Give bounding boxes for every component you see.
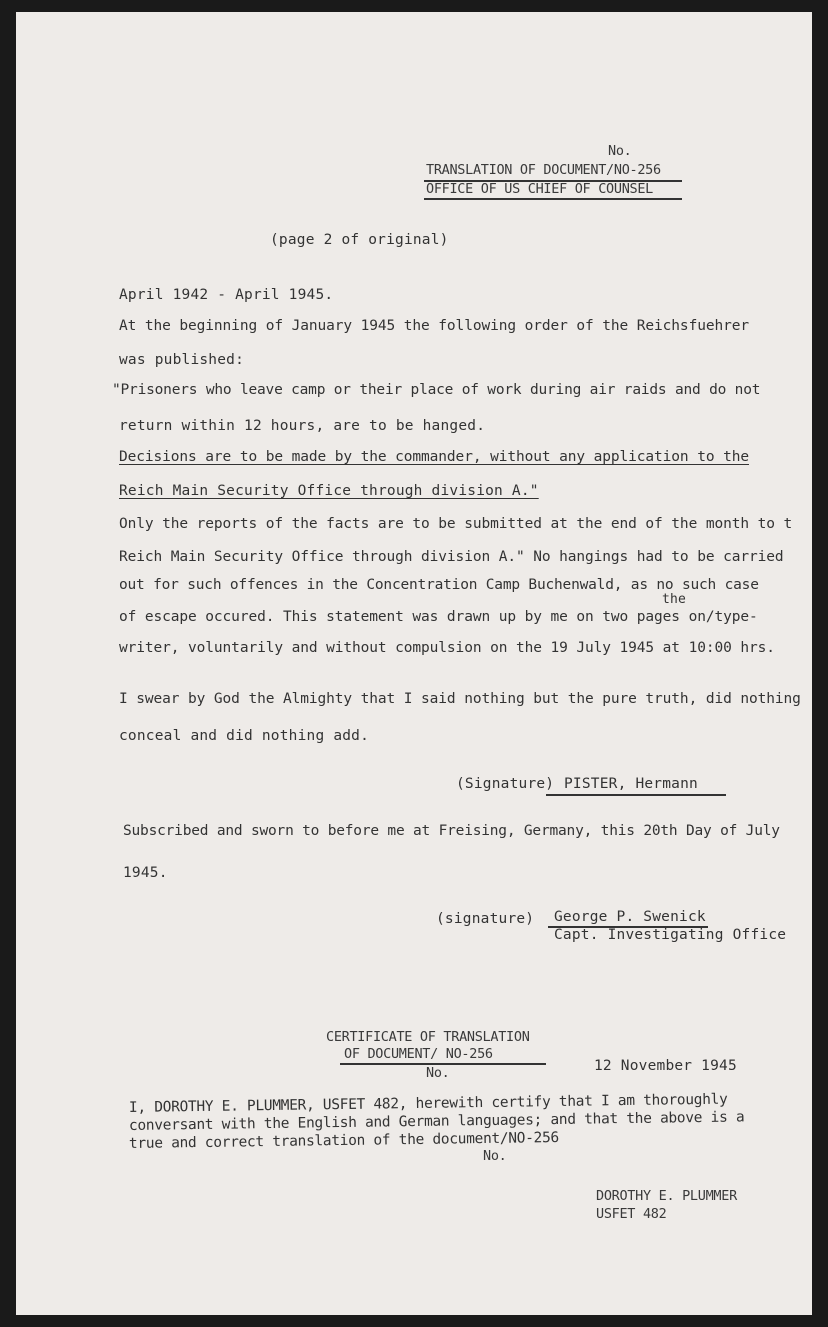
certificate-signer-name: DOROTHY E. PLUMMER (596, 1188, 737, 1204)
document-page (16, 12, 812, 1315)
header-title-line1: TRANSLATION OF DOCUMENT/NO-256 (426, 162, 661, 178)
quote-line1: "Prisoners who leave camp or their place of work during air raids and do not (112, 382, 761, 398)
paragraph2-line3: out for such offences in the Concentration Camp Buchenwald, as no such case (119, 577, 759, 593)
certificate-line2: conversant with the English and German languages; and that the above is a (128, 1109, 745, 1134)
certificate-title-line2: OF DOCUMENT/ NO-256 (344, 1046, 493, 1062)
date-range: April 1942 - April 1945. (119, 287, 334, 303)
quote-line3: Decisions are to be made by the commander, without any application to the (119, 449, 749, 465)
signature1-name: PISTER, Hermann (564, 776, 698, 792)
header-underline-2 (424, 198, 682, 200)
signature2-name: George P. Swenick (554, 909, 706, 925)
certificate-line1: I, DOROTHY E. PLUMMER, USFET 482, herewith certify that I am thoroughly (128, 1091, 728, 1116)
oath-line2: conceal and did nothing add. (119, 728, 370, 744)
quote-line4: Reich Main Security Office through division A." (119, 483, 539, 499)
signature2-label: (signature) (436, 911, 535, 927)
sworn-line1: Subscribed and sworn to before me at Freising, Germany, this 20th Day of July (123, 823, 780, 839)
sworn-line2: 1945. (123, 865, 168, 881)
paragraph2-line4: of escape occured. This statement was drawn up by me on two pages on/type- (119, 609, 758, 625)
certificate-line3: true and correct translation of the document/NO-256 (128, 1129, 559, 1152)
signature1-line (546, 794, 726, 796)
header-no: No. (608, 143, 632, 159)
paragraph1-line1: At the beginning of January 1945 the following order of the Reichsfuehrer (119, 318, 749, 334)
oath-line1: I swear by God the Almighty that I said nothing but the pure truth, did nothing (119, 691, 801, 707)
paragraph2-line5: writer, voluntarily and without compulsion on the 19 July 1945 at 10:00 hrs. (119, 640, 775, 656)
certificate-signer-unit: USFET 482 (596, 1206, 667, 1222)
paragraph2-line1: Only the reports of the facts are to be submitted at the end of the month to t (119, 516, 793, 532)
paragraph2-line2: Reich Main Security Office through division A." No hangings had to be carried (119, 549, 784, 565)
paragraph1-line2: was published: (119, 352, 245, 368)
signature1-label: (Signature) (456, 776, 555, 792)
quote-line2: return within 12 hours, are to be hanged. (119, 418, 486, 434)
header-title-line2: OFFICE OF US CHIEF OF COUNSEL (426, 181, 654, 197)
page-note: (page 2 of original) (270, 232, 449, 248)
certificate-title-line1: CERTIFICATE OF TRANSLATION (326, 1029, 530, 1045)
certificate-date: 12 November 1945 (594, 1058, 737, 1074)
signature2-title: Capt. Investigating Office (554, 927, 787, 943)
certificate-no: No. (426, 1065, 450, 1081)
certificate-line3-no: No. (483, 1148, 507, 1164)
paragraph2-insert: the (662, 592, 687, 607)
